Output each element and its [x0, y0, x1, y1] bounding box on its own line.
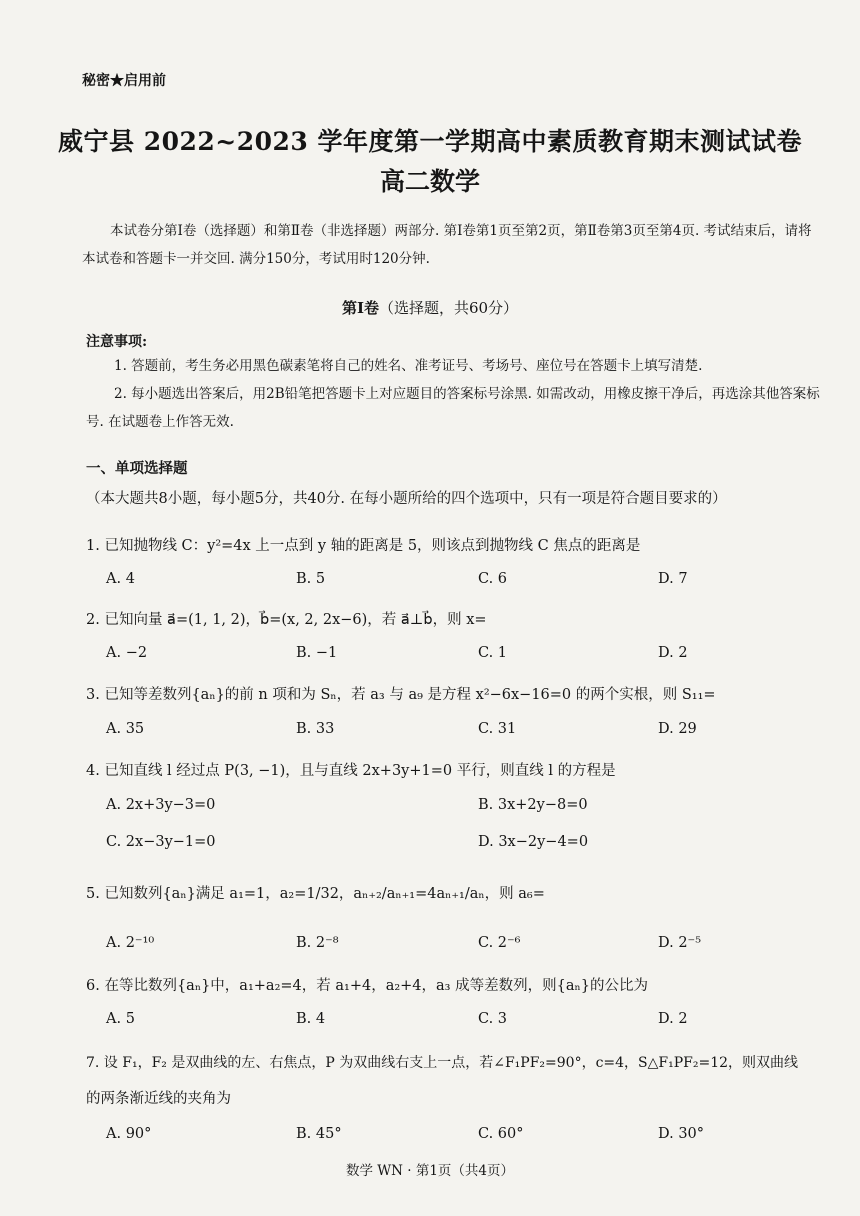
q2-option-c: C. 1: [478, 645, 508, 661]
q2-option-d: D. 2: [658, 645, 688, 661]
q4-option-d: D. 3x−2y−4=0: [478, 834, 589, 850]
exam-title: 威宁县 2022~2023 学年度第一学期高中素质教育期末测试试卷: [57, 127, 803, 156]
question-3: 3. 已知等差数列{aₙ}的前 n 项和为 Sₙ，若 a₃ 与 a₉ 是方程 x²−6x−16=0 的两个实根，则 S₁₁=: [86, 687, 716, 703]
q1-option-a: A. 4: [106, 571, 135, 587]
q4-option-a: A. 2x+3y−3=0: [106, 797, 216, 813]
page-footer: 数学 WN · 第1页（共4页）: [345, 1163, 515, 1179]
q7-option-c: C. 60°: [478, 1126, 524, 1142]
q3-option-c: C. 31: [478, 721, 517, 737]
q5-option-b: B. 2⁻⁸: [296, 935, 339, 951]
q1-option-d: D. 7: [658, 571, 688, 587]
q5-option-d: D. 2⁻⁵: [658, 935, 702, 951]
q5-option-a: A. 2⁻¹⁰: [106, 935, 155, 951]
q4-option-b: B. 3x+2y−8=0: [478, 797, 588, 813]
exam-intro: 本试卷分第Ⅰ卷（选择题）和第Ⅱ卷（非选择题）两部分. 第Ⅰ卷第1页至第2页，第Ⅱ卷第3页至第4页. 考试结束后，请将本试卷和答题卡一并交回. 满分150分，考试用时120分钟.: [82, 223, 812, 267]
section1-title: 一、单项选择题: [86, 460, 188, 477]
q2-option-a: A. −2: [106, 645, 148, 661]
question-7: 7. 设 F₁，F₂ 是双曲线的左、右焦点，P 为双曲线右支上一点，若∠F₁PF₂=90°，c=4，S△F₁PF₂=12，则双曲线: [86, 1055, 799, 1071]
q5-option-c: C. 2⁻⁶: [478, 935, 521, 951]
q1-option-b: B. 5: [296, 571, 326, 587]
q2-option-b: B. −1: [296, 645, 338, 661]
exam-subject: 高二数学: [379, 167, 480, 196]
q7-option-a: A. 90°: [106, 1126, 152, 1142]
q6-option-c: C. 3: [478, 1011, 508, 1027]
question-7-cont: 的两条渐近线的夹角为: [86, 1091, 231, 1107]
q6-option-a: A. 5: [106, 1011, 135, 1027]
confidential-mark: 秘密★启用前: [82, 73, 166, 89]
q3-option-d: D. 29: [658, 721, 697, 737]
section1-desc: （本大题共8小题，每小题5分，共40分. 在每小题所给的四个选项中，只有一项是符合题目要求的）: [86, 491, 727, 507]
question-6: 6. 在等比数列{aₙ}中，a₁+a₂=4，若 a₁+4，a₂+4，a₃ 成等差数列，则{aₙ}的公比为: [86, 978, 648, 994]
q3-option-a: A. 35: [106, 721, 145, 737]
q3-option-b: B. 33: [296, 721, 335, 737]
question-5: 5. 已知数列{aₙ}满足 a₁=1，a₂=1/32，aₙ₊₂/aₙ₊₁=4aₙ₊₁/aₙ，则 a₆=: [86, 886, 545, 902]
part1-detail: （选择题，共60分）: [378, 299, 519, 317]
question-4: 4. 已知直线 l 经过点 P(3, −1)，且与直线 2x+3y+1=0 平行，则直线 l 的方程是: [86, 763, 616, 779]
q6-option-b: B. 4: [296, 1011, 326, 1027]
question-2: 2. 已知向量 a⃗=(1, 1, 2)，b⃗=(x, 2, 2x−6)，若 a⃗⊥b⃗，则 x=: [86, 612, 487, 628]
q1-option-c: C. 6: [478, 571, 508, 587]
part1-label: 第Ⅰ卷: [341, 299, 379, 317]
q6-option-d: D. 2: [658, 1011, 688, 1027]
notice-item: 1. 答题前，考生务必用黑色碳素笔将自己的姓名、准考证号、考场号、座位号在答题卡上填写清楚.: [114, 358, 703, 374]
question-1: 1. 已知抛物线 C：y²=4x 上一点到 y 轴的距离是 5，则该点到抛物线 C 焦点的距离是: [86, 538, 641, 554]
part1-heading: [0, 297, 860, 318]
q4-option-c: C. 2x−3y−1=0: [106, 834, 216, 850]
q7-option-b: B. 45°: [296, 1126, 342, 1142]
q7-option-d: D. 30°: [658, 1126, 705, 1142]
section1-heading: [86, 454, 826, 514]
notice-item: 2. 每小题选出答案后，用2B铅笔把答题卡上对应题目的答案标号涂黑. 如需改动，用橡皮擦干净后，再选涂其他答案标号. 在试题卷上作答无效.: [86, 386, 820, 430]
notice-heading: 注意事项:: [86, 334, 148, 350]
